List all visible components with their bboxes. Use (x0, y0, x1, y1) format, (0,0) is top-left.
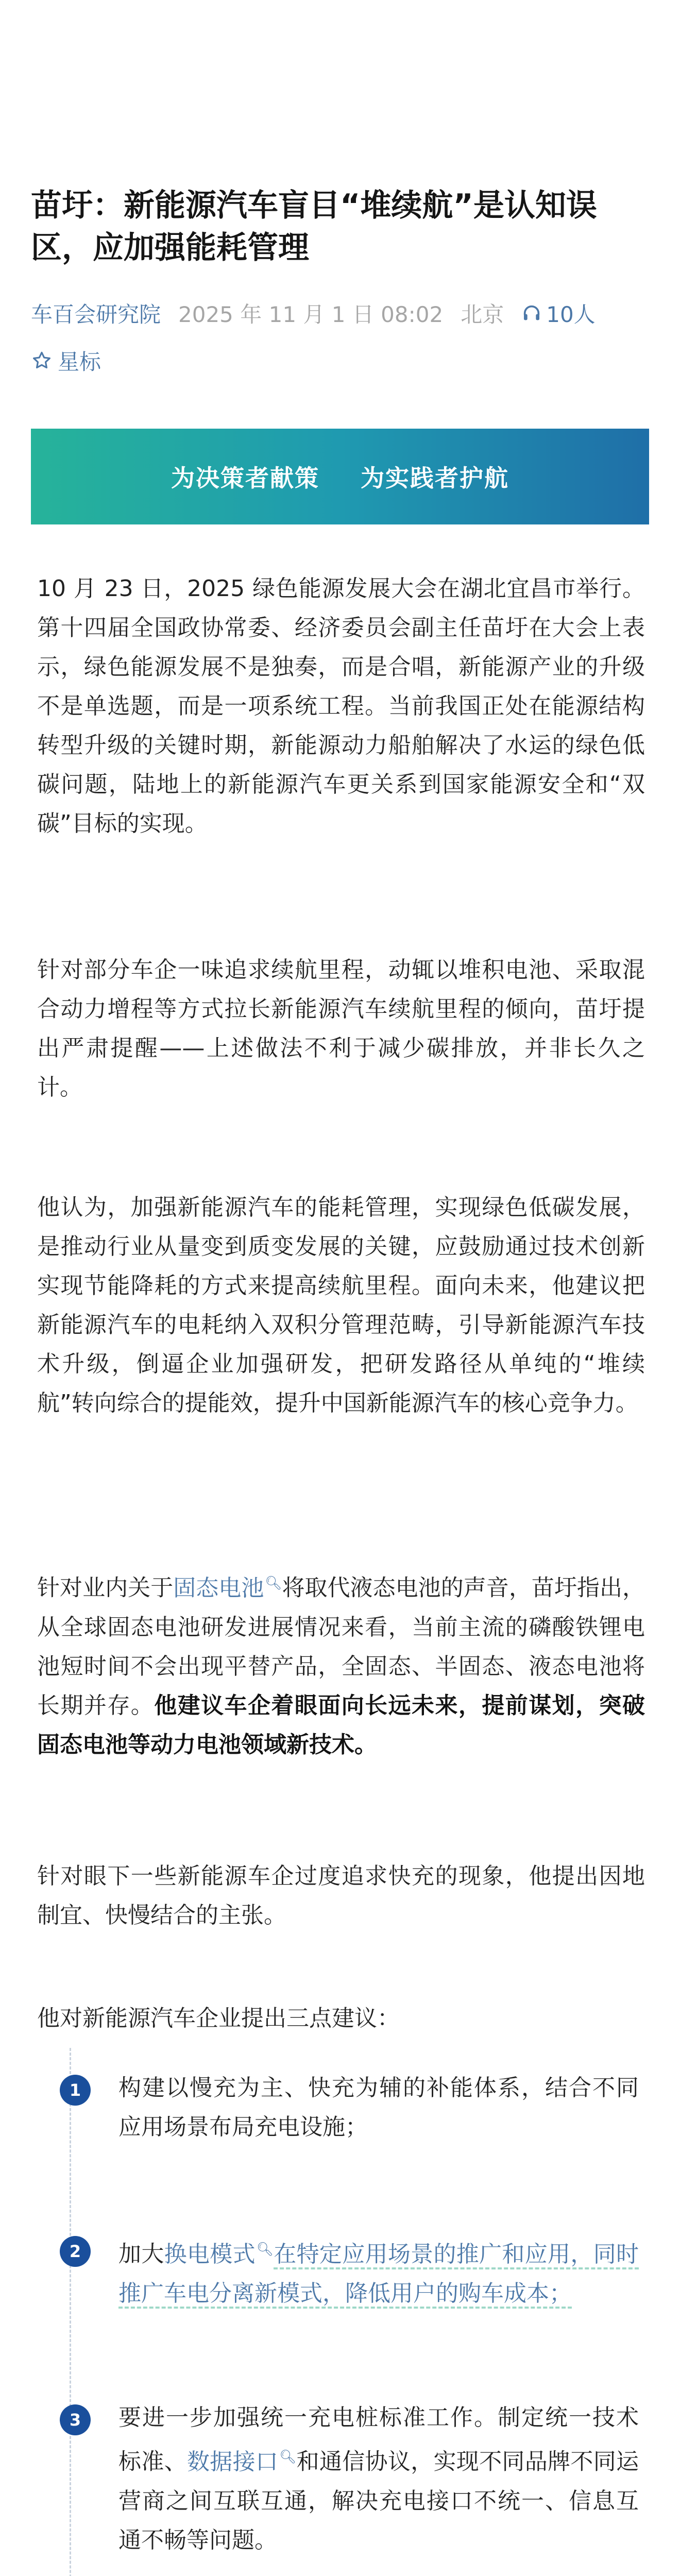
p4-text-b: 将取代液态电池的声音，苗圩指出，从全球固态电池研发进展情况来看，当前主流的磷酸铁锂电池短时间不会出现平替产品，全固态、半固态、液态电池将长期并存。 (37, 1574, 645, 1719)
paragraph-6: 他对新能源汽车企业提出三点建议： (37, 2005, 400, 2031)
suggestion-text-b: 和通信协议，实现不同品牌不同运营商之间互联互通，解决充电接口不统一、信息互通不畅等问题。 (118, 2448, 639, 2553)
banner-right-text: 为实践者护航 (361, 464, 509, 492)
keyword-link-battery-swap[interactable] (164, 2241, 274, 2267)
search-icon: 🔍︎ (279, 2449, 297, 2465)
suggestion-text (118, 2398, 639, 2560)
suggestion-number-badge: 2 (60, 2236, 91, 2267)
keyword-text: 固态电池 (173, 1574, 264, 1601)
paragraph-3: 他认为，加强新能源汽车的能耗管理，实现绿色低碳发展，是推动行业从量变到质变发展的关键，应鼓励通过技术创新实现节能降耗的方式来提高续航里程。面向未来，他建议把新能源汽车的电耗纳入双积分管理范畴，引导新能源汽车技术升级，倒逼企业加强研发，把研发路径从单纯的“堆续航”转向综合的提能效，提升中国新能源汽车的核心竞争力。 (37, 1194, 645, 1416)
paragraph-2: 针对部分车企一味追求续航里程，动辄以堆积电池、采取混合动力增程等方式拉长新能源汽车续航里程的倾向，苗圩提出严肃提醒——上述做法不利于减少碳排放，并非长久之计。 (37, 957, 645, 1100)
listen-count: 10人 (546, 302, 596, 327)
suggestion-number-badge: 1 (60, 2075, 91, 2106)
star-label: 星标 (58, 349, 101, 375)
listen-button[interactable] (521, 298, 595, 329)
keyword-text: 数据接口 (186, 2448, 279, 2475)
paragraph-5: 针对眼下一些新能源车企过度追求快充的现象，他提出因地制宜、快慢结合的主张。 (37, 1863, 645, 1928)
paragraph-4 (37, 1564, 645, 1765)
star-outline-icon (31, 350, 53, 371)
suggestion-text: 构建以慢充为主、快充为辅的补能体系，结合不同应用场景布局充电设施； (118, 2075, 639, 2140)
source-account-link[interactable]: 车百会研究院 (31, 302, 161, 327)
star-button[interactable] (31, 346, 101, 375)
suggestion-item (69, 2230, 639, 2313)
suggestion-text-b: 在特定应用场景的推广和应用，同时推广车电分离新模式，降低用户的购车成本； (118, 2241, 639, 2309)
publish-location: 北京 (461, 302, 504, 327)
headphones-icon (521, 303, 542, 324)
suggestion-item (69, 2069, 639, 2147)
article-meta (31, 299, 596, 328)
timeline-line (70, 2048, 71, 2576)
suggestion-text-a: 加大 (118, 2241, 164, 2267)
p4-text-a: 针对业内关于 (37, 1574, 174, 1601)
suggestion-number-badge: 3 (60, 2404, 91, 2435)
p4-bold-text: 他建议车企着眼面向长远未来，提前谋划，突破固态电池等动力电池领域新技术。 (37, 1692, 645, 1758)
article-title: 苗圩：新能源汽车盲目“堆续航”是认知误区，应加强能耗管理 (31, 188, 597, 266)
paragraph-1: 10 月 23 日，2025 绿色能源发展大会在湖北宜昌市举行。第十四届全国政协常委、经济委员会副主任苗圩在大会上表示，绿色能源发展不是独奏，而是合唱，新能源产业的升级不是单选题，而是一项系统工程。当前我国正处在能源结构转型升级的关键时期，新能源动力船舶解决了水运的绿色低碳问题，陆地上的新能源汽车更关系到国家能源安全和“双碳”目标的实现。 (37, 575, 645, 837)
keyword-link-solid-state-battery[interactable] (173, 1575, 282, 1601)
search-icon: 🔍︎ (256, 2242, 274, 2257)
suggestion-text (118, 2230, 639, 2313)
publish-date: 2025 年 11 月 1 日 08:02 (178, 302, 444, 327)
suggestion-item (69, 2398, 639, 2560)
keyword-link-data-interface[interactable] (187, 2449, 297, 2475)
search-icon: 🔍︎ (265, 1575, 282, 1591)
keyword-text: 换电模式 (164, 2241, 256, 2267)
banner-left-text: 为决策者献策 (171, 464, 319, 492)
suggestion-text-a: 要进一步加强统一充电桩标准工作。制定统一技术标准、 (118, 2404, 639, 2475)
header-banner (31, 429, 649, 524)
